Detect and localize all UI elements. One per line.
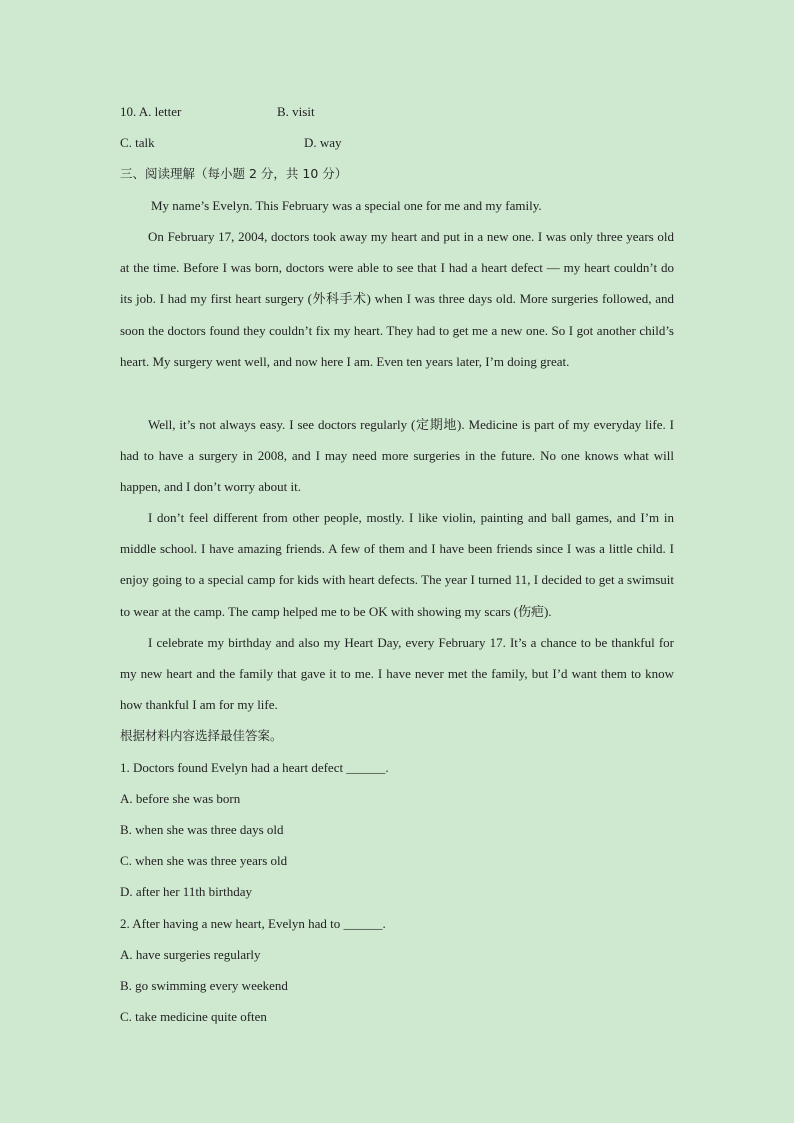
question-2-option-b: B. go swimming every weekend (120, 978, 288, 993)
question-1-option-c: C. when she was three years old (120, 853, 288, 868)
question-1-option-d: D. after her 11th birthday (120, 884, 252, 899)
passage-paragraph-1: My name’s Evelyn. This February was a special one for me and my family. (151, 198, 542, 213)
passage-paragraph-4: I don’t feel different from other people, mostly. I like violin, painting and ball games, and I’m in middle school. I have amazing friends. A few of them and I have been friends since I was a little child. I enjoy going to a special camp for kids with heart defects. The year I turned 11, I decided to get a swimsuit to wear at the camp. The camp helped me to be OK with showing my scars (伤疤). (120, 510, 674, 619)
passage-paragraph-2: On February 17, 2004, doctors took away my heart and put in a new one. I was only three years old at the time. Before I was born, doctors were able to see that I had a heart defect — my heart couldn’t do its job. I had my first heart surgery (外科手术) when I was three days old. More surgeries followed, and soon the doctors found they couldn’t fix my heart. They had to get me a new one. So I got another child’s heart. My surgery went well, and now here I am. Even ten years later, I’m doing great. (120, 229, 674, 369)
q10-option-b: B. visit (277, 104, 315, 119)
question-1-option-b: B. when she was three days old (120, 822, 284, 837)
question-2-stem: 2. After having a new heart, Evelyn had to ______. (120, 916, 386, 931)
question-1-option-a: A. before she was born (120, 791, 241, 806)
passage-paragraph-5: I celebrate my birthday and also my Heart Day, every February 17. It’s a chance to be thankful for my new heart and the family that gave it to me. I have never met the family, but I’d want them to know how thankful I am for my life. (120, 635, 674, 713)
question-2-option-c: C. take medicine quite often (120, 1009, 267, 1024)
instruction: 根据材料内容选择最佳答案。 (120, 728, 283, 743)
passage-paragraph-3: Well, it’s not always easy. I see doctors regularly (定期地). Medicine is part of my everyday life. I had to have a surgery in 2008, and I may need more surgeries in the future. No one knows what will happen, and I don’t worry about it. (120, 417, 674, 495)
section-heading: 三、阅读理解（每小题 2 分，共 10 分） (120, 166, 348, 181)
q10-option-d: D. way (304, 135, 342, 150)
q10-option-c: C. talk (120, 135, 155, 150)
question-2-option-a: A. have surgeries regularly (120, 947, 261, 962)
question-1-stem: 1. Doctors found Evelyn had a heart defect ______. (120, 760, 389, 775)
q10-option-a: 10. A. letter (120, 104, 182, 119)
